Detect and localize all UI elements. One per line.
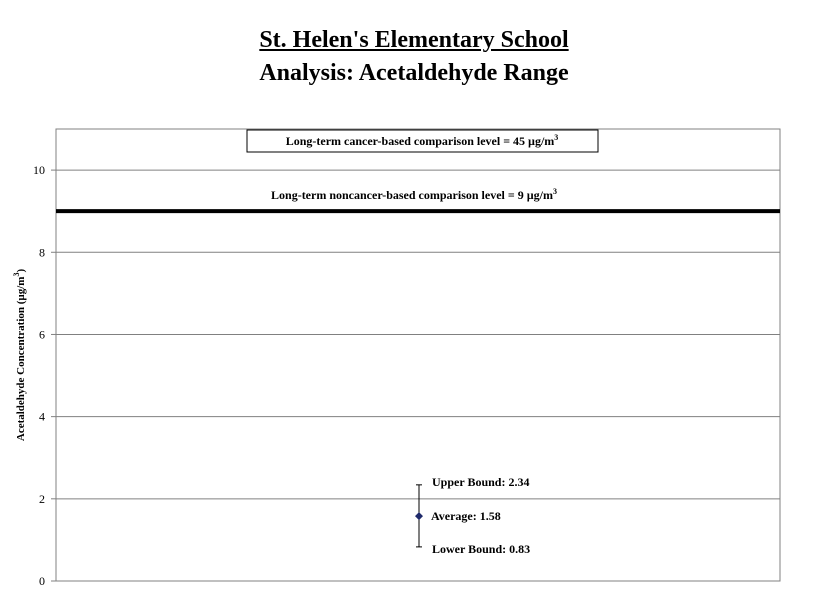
y-tick-label: 6	[39, 327, 45, 342]
chart-title-line1: St. Helen's Elementary School	[259, 27, 569, 53]
average-label: Average: 1.58	[431, 509, 501, 524]
y-tick-label: 2	[39, 491, 45, 506]
y-tick-label: 8	[39, 245, 45, 260]
y-tick-label: 4	[39, 409, 45, 424]
y-tick-label: 10	[33, 163, 45, 178]
y-axis-label: Acetaldehyde Concentration $(\mu g/m^3)$	[12, 268, 27, 442]
y-tick-label: 0	[39, 574, 45, 588]
y-axis-ticks	[33, 163, 56, 588]
cancer-annotation-label: Long-term cancer-based comparison level = 45 $\mu g/m^3$	[285, 133, 559, 148]
lower-bound-label: Lower Bound: 0.83	[432, 541, 531, 556]
chart-title-line2: Analysis: Acetaldehyde Range	[259, 60, 569, 86]
noncancer-reference-label: Long-term noncancer-based comparison level = 9 $\mu g/m^3$	[271, 187, 557, 203]
upper-bound-label: Upper Bound: 2.34	[432, 474, 530, 489]
